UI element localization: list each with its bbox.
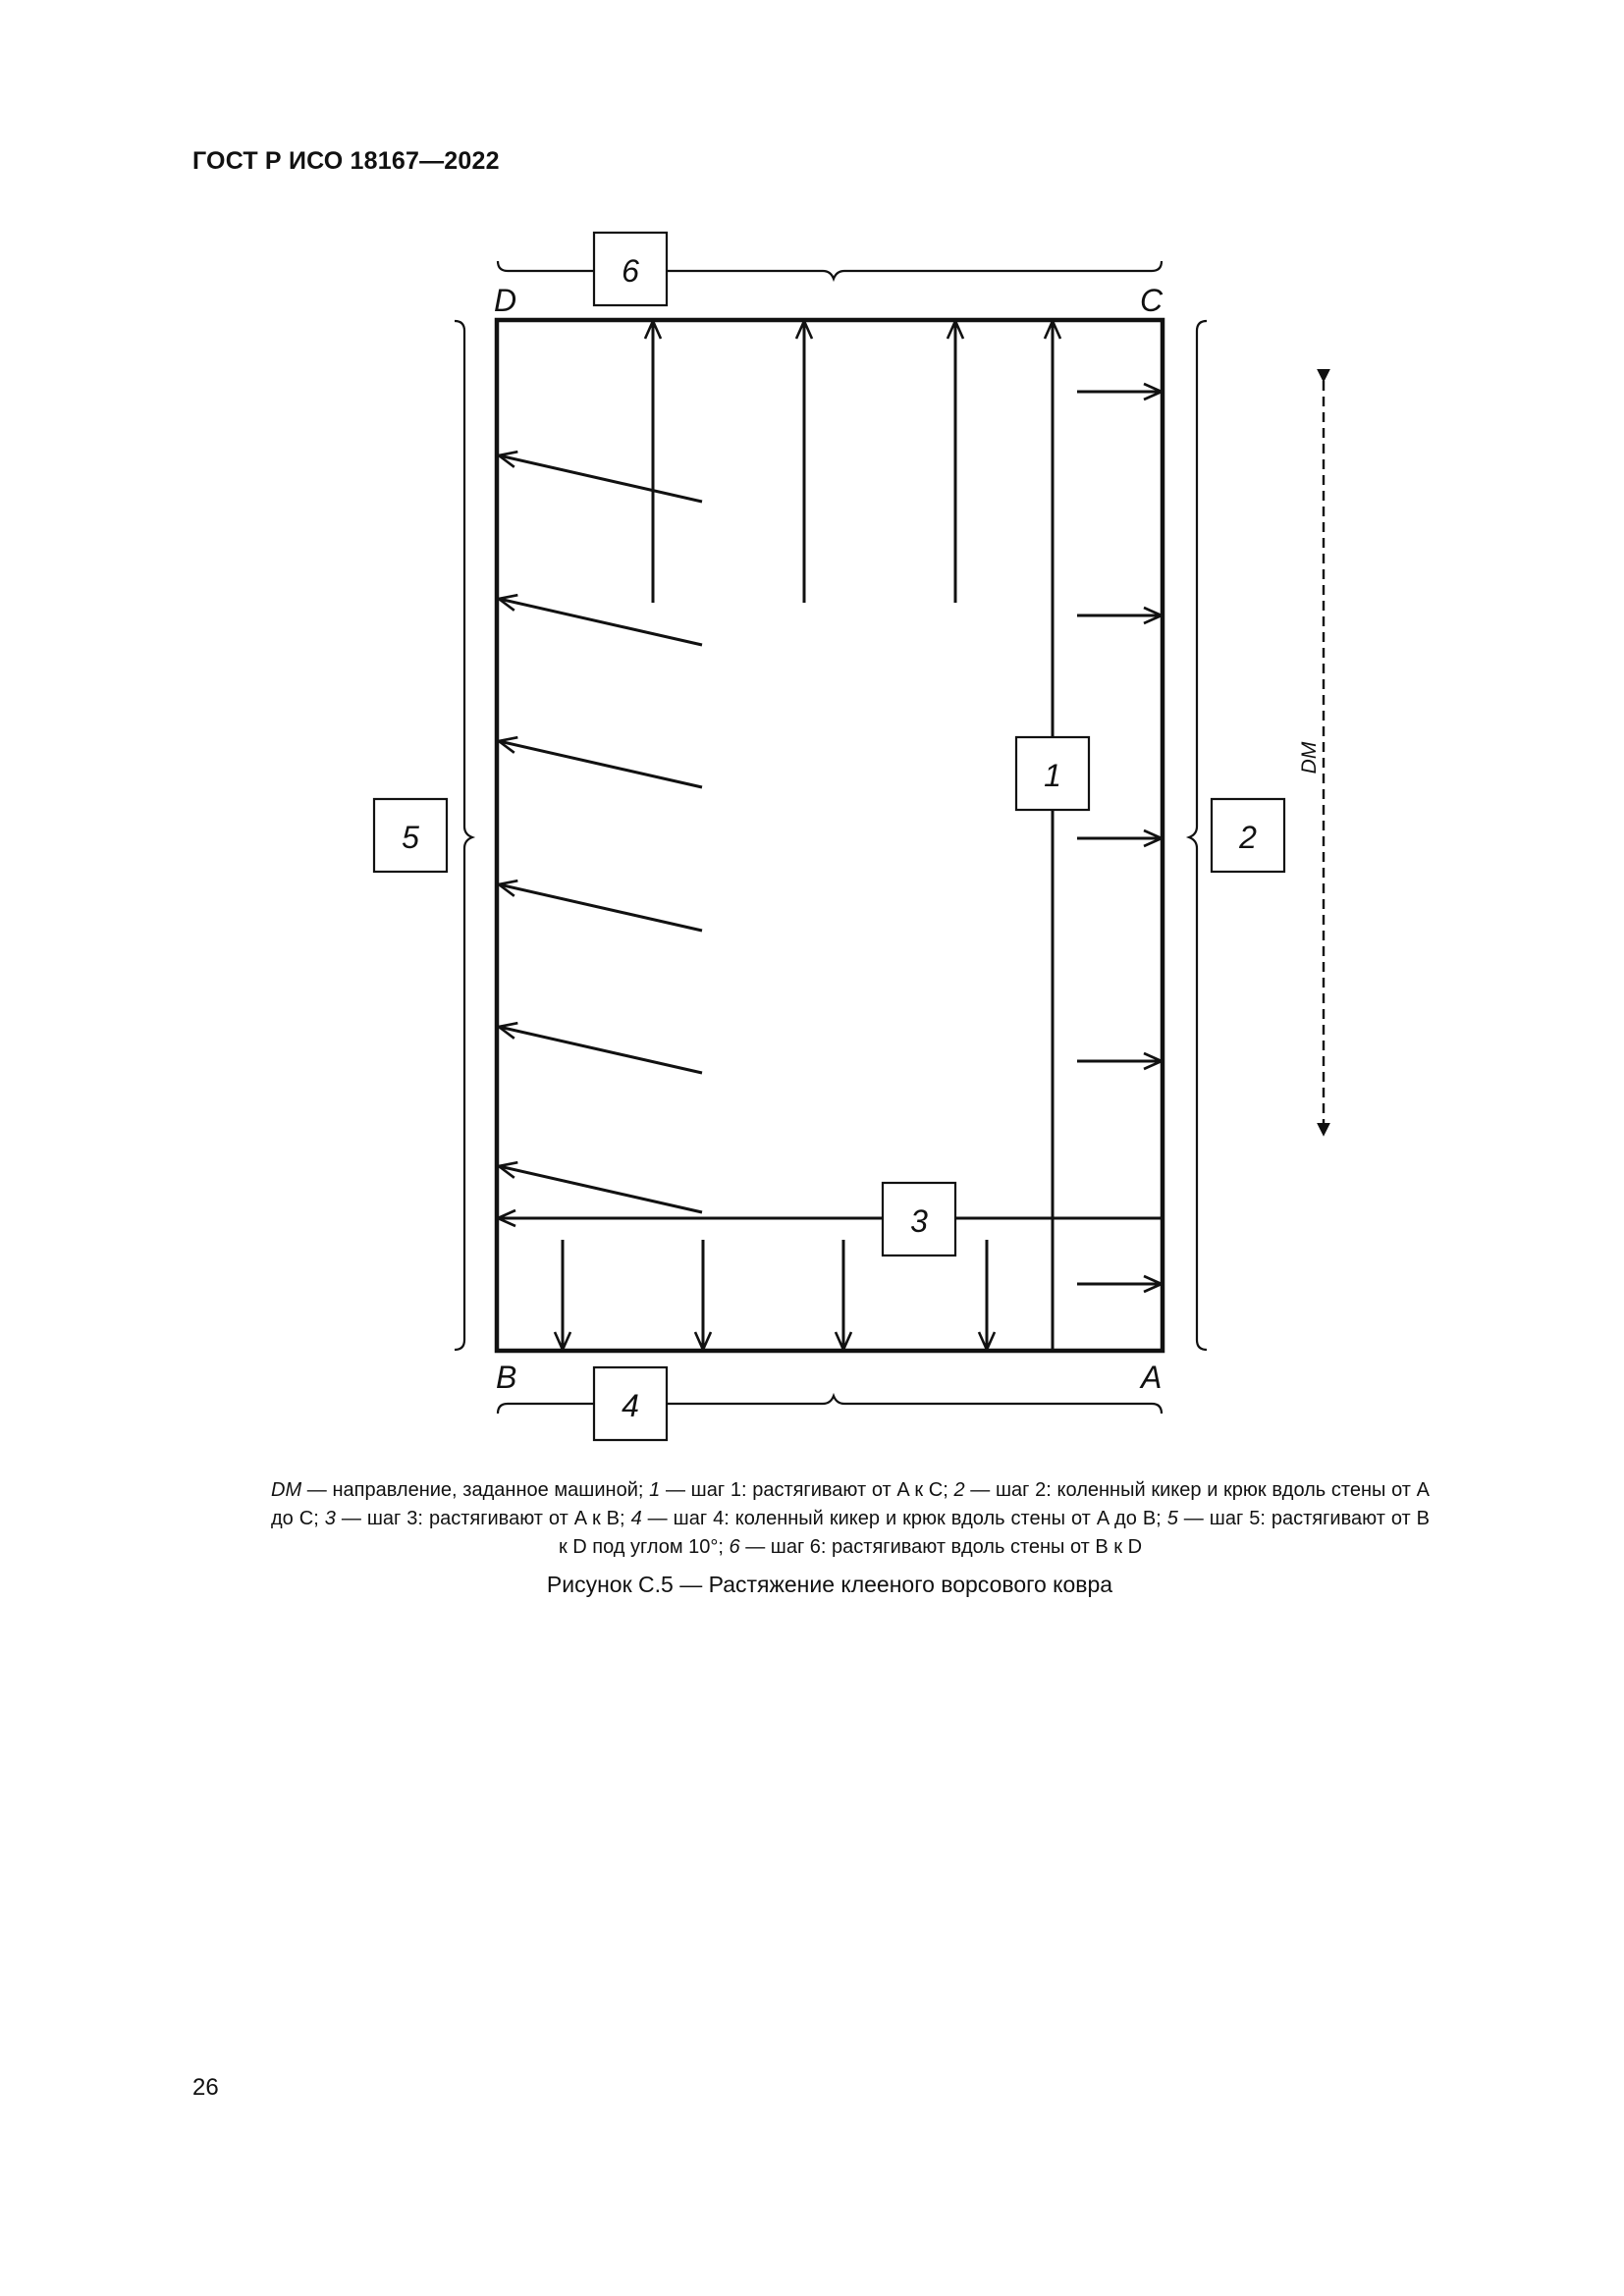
svg-text:6: 6 xyxy=(622,253,639,289)
step-label-4 xyxy=(594,1367,667,1440)
svg-text:1: 1 xyxy=(1044,758,1061,793)
legend-item-2: 2 — шаг 2: коленный кикер и крюк вдоль стены от A до C; xyxy=(271,1479,1430,1529)
step-label-5 xyxy=(374,799,447,872)
legend-item-dm: DM — направление, заданное машиной; xyxy=(271,1479,650,1501)
legend-item-1: 1 — шаг 1: растягивают от A к C; xyxy=(649,1479,954,1501)
document-header: ГОСТ Р ИСО 18167—2022 xyxy=(192,147,500,175)
step-label-6 xyxy=(594,233,667,305)
step-5-arrows xyxy=(499,455,702,1212)
figure-caption: Рисунок С.5 — Растяжение клееного ворсового ковра xyxy=(546,1572,1113,1597)
step-1-arrows xyxy=(653,321,1053,1350)
right-brace xyxy=(1189,321,1207,1350)
svg-text:4: 4 xyxy=(622,1388,639,1423)
dm-label: DM xyxy=(1298,741,1321,774)
svg-text:3: 3 xyxy=(910,1203,928,1239)
corner-label-b: B xyxy=(496,1360,517,1395)
svg-text:2: 2 xyxy=(1239,820,1257,855)
legend-item-3: 3 — шаг 3: растягивают от A к B; xyxy=(324,1508,631,1529)
step-2-arrows xyxy=(1077,392,1162,1284)
corner-label-a: A xyxy=(1141,1360,1163,1395)
page-number: 26 xyxy=(192,2074,219,2101)
legend-item-6: 6 — шаг 6: растягивают вдоль стены от B к D xyxy=(729,1536,1143,1558)
legend-item-4: 4 — шаг 4: коленный кикер и крюк вдоль стены от A до B; xyxy=(630,1508,1167,1529)
svg-text:5: 5 xyxy=(402,820,419,855)
corner-label-c: C xyxy=(1140,283,1164,318)
step-label-2 xyxy=(1212,799,1284,872)
figure-legend xyxy=(271,1476,1430,1562)
legend-item-5: 5 — шаг 5: растягивают от B к D под углом 10°; xyxy=(558,1508,1430,1558)
step-label-1 xyxy=(1016,737,1089,810)
carpet-outline xyxy=(497,320,1163,1351)
left-brace xyxy=(455,321,472,1350)
step-label-3 xyxy=(883,1183,955,1255)
corner-label-d: D xyxy=(494,283,517,318)
